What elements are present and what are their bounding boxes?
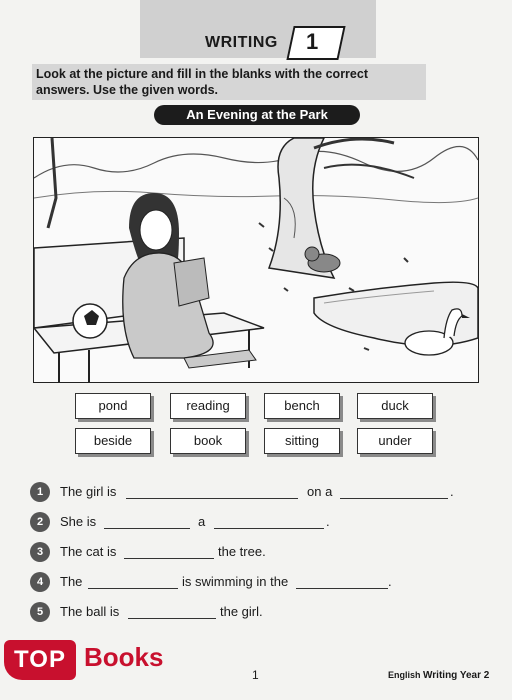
question-text: The: [60, 574, 83, 589]
question-number: 3: [30, 542, 50, 562]
section-number: 1: [306, 29, 319, 54]
topbooks-logo-top: TOP: [4, 640, 76, 680]
page-number: 1: [252, 668, 259, 682]
question-text: The cat is: [60, 544, 117, 559]
question-text: She is: [60, 514, 97, 529]
question-number: 4: [30, 572, 50, 592]
question-text: The girl is: [60, 484, 117, 499]
answer-blank[interactable]: [128, 618, 216, 619]
instruction-text: Look at the picture and fill in the blanks with the correct answers. Use the given words.: [36, 67, 368, 97]
word-option: under: [357, 428, 433, 454]
word-option: duck: [357, 393, 433, 419]
question-text: is swimming in the: [182, 574, 289, 589]
question-text: .: [326, 514, 330, 529]
answer-blank[interactable]: [296, 588, 388, 589]
answer-blank[interactable]: [104, 528, 190, 529]
question-number: 5: [30, 602, 50, 622]
word-option: bench: [264, 393, 340, 419]
question-2: [30, 512, 470, 532]
word-option: pond: [75, 393, 151, 419]
question-text: a: [198, 514, 206, 529]
book-prefix: English: [388, 670, 421, 680]
question-text: The ball is: [60, 604, 120, 619]
question-text: on a: [307, 484, 333, 499]
word-option: sitting: [264, 428, 340, 454]
question-text: the girl.: [220, 604, 263, 619]
park-illustration: [33, 137, 479, 383]
question-text: the tree.: [218, 544, 266, 559]
book-title: Writing Year 2: [423, 670, 490, 681]
word-option: book: [170, 428, 246, 454]
question-3: [30, 542, 470, 562]
word-option: reading: [170, 393, 246, 419]
park-scene-drawing: [34, 138, 478, 382]
answer-blank[interactable]: [214, 528, 324, 529]
section-title: WRITING: [205, 34, 278, 51]
word-option: beside: [75, 428, 151, 454]
answer-blank[interactable]: [340, 498, 448, 499]
question-number: 2: [30, 512, 50, 532]
question-text: .: [388, 574, 392, 589]
answer-blank[interactable]: [126, 498, 298, 499]
question-1: [30, 482, 470, 502]
answer-blank[interactable]: [124, 558, 214, 559]
question-5: [30, 602, 470, 622]
topbooks-logo-books: Books: [84, 642, 164, 672]
question-number: 1: [30, 482, 50, 502]
picture-title: An Evening at the Park: [154, 105, 360, 125]
question-4: [30, 572, 470, 592]
question-text: .: [450, 484, 454, 499]
answer-blank[interactable]: [88, 588, 178, 589]
book-label: [388, 670, 489, 681]
word-bank: [75, 393, 435, 463]
